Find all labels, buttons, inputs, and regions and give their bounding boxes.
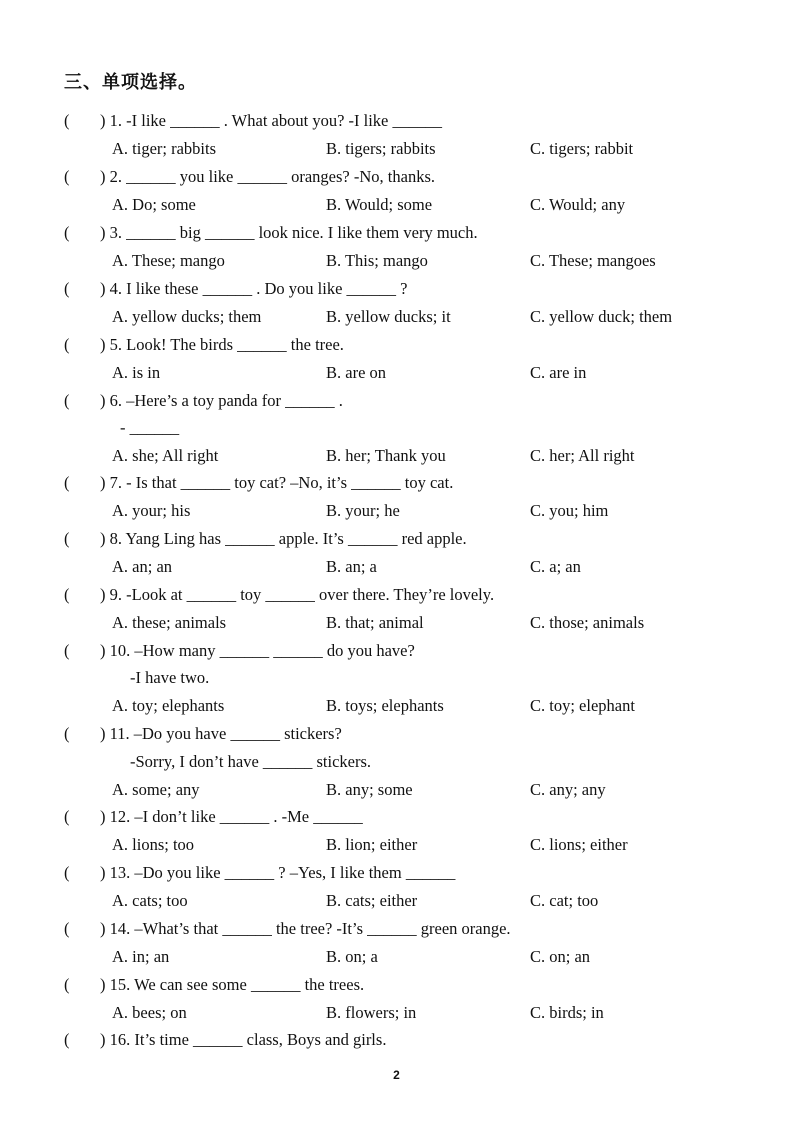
question-text: ) 2. ______ you like ______ oranges? -No, thanks.: [100, 167, 435, 186]
question-text: ) 5. Look! The birds ______ the tree.: [100, 335, 344, 354]
option-a[interactable]: A. yellow ducks; them: [112, 307, 262, 326]
option-c[interactable]: C. These; mangoes: [530, 251, 656, 270]
option-c[interactable]: C. any; any: [530, 780, 606, 799]
question-text: ) 3. ______ big ______ look nice. I like them very much.: [100, 223, 478, 242]
question-text: ) 14. –What’s that ______ the tree? -It’s ______ green orange.: [100, 919, 511, 938]
option-a[interactable]: A. these; animals: [112, 613, 227, 632]
option-b[interactable]: B. your; he: [326, 501, 400, 520]
answer-paren[interactable]: (: [64, 473, 70, 492]
answer-paren[interactable]: (: [64, 641, 70, 660]
question-1: [64, 111, 442, 131]
answer-paren[interactable]: (: [64, 223, 70, 242]
option-c[interactable]: C. you; him: [530, 501, 609, 520]
question-7: [64, 473, 453, 493]
answer-paren[interactable]: (: [64, 807, 70, 826]
option-a[interactable]: A. tiger; rabbits: [112, 139, 217, 158]
question-text: ) 11. –Do you have ______ stickers?: [100, 724, 342, 743]
option-b[interactable]: B. yellow ducks; it: [326, 307, 451, 326]
question-6: [64, 391, 343, 411]
question-8: [64, 529, 467, 549]
question-11: [64, 724, 342, 744]
question-text: ) 10. –How many ______ ______ do you have?: [100, 641, 415, 660]
question-text: ) 1. -I like ______ . What about you? -I like ______: [100, 111, 442, 130]
answer-paren[interactable]: (: [64, 1030, 70, 1049]
option-a[interactable]: A. an; an: [112, 557, 173, 576]
question-16: [64, 1030, 386, 1050]
question-14: [64, 919, 511, 939]
option-b[interactable]: B. tigers; rabbits: [326, 139, 436, 158]
answer-paren[interactable]: (: [64, 391, 70, 410]
question-subline: -Sorry, I don’t have ______ stickers.: [130, 752, 372, 771]
section-title: 三、单项选择。: [64, 72, 197, 93]
option-a[interactable]: A. cats; too: [112, 891, 188, 910]
option-b[interactable]: B. flowers; in: [326, 1003, 417, 1022]
option-b[interactable]: B. lion; either: [326, 835, 418, 854]
option-a[interactable]: A. Do; some: [112, 195, 196, 214]
option-c[interactable]: C. a; an: [530, 557, 581, 576]
option-a[interactable]: A. toy; elephants: [112, 696, 225, 715]
option-c[interactable]: C. cat; too: [530, 891, 599, 910]
question-text: ) 6. –Here’s a toy panda for ______ .: [100, 391, 343, 410]
question-subline: - ______: [120, 418, 180, 437]
answer-paren[interactable]: (: [64, 919, 70, 938]
option-c[interactable]: C. tigers; rabbit: [530, 139, 634, 158]
option-b[interactable]: B. an; a: [326, 557, 377, 576]
question-9: [64, 585, 494, 605]
question-text: ) 13. –Do you like ______ ? –Yes, I like them ______: [100, 863, 456, 882]
option-b[interactable]: B. on; a: [326, 947, 378, 966]
question-15: [64, 975, 364, 995]
option-b[interactable]: B. Would; some: [326, 195, 433, 214]
answer-paren[interactable]: (: [64, 863, 70, 882]
option-b[interactable]: B. are on: [326, 363, 387, 382]
page-number: 2: [393, 1068, 400, 1082]
option-a[interactable]: A. she; All right: [112, 446, 219, 465]
option-c[interactable]: C. those; animals: [530, 613, 645, 632]
option-b[interactable]: B. her; Thank you: [326, 446, 446, 465]
answer-paren[interactable]: (: [64, 279, 70, 298]
question-10: [64, 641, 415, 661]
option-c[interactable]: C. toy; elephant: [530, 696, 635, 715]
option-a[interactable]: A. These; mango: [112, 251, 225, 270]
option-a[interactable]: A. is in: [112, 363, 161, 382]
option-b[interactable]: B. that; animal: [326, 613, 424, 632]
option-b[interactable]: B. any; some: [326, 780, 413, 799]
answer-paren[interactable]: (: [64, 975, 70, 994]
option-b[interactable]: B. toys; elephants: [326, 696, 444, 715]
question-4: [64, 279, 408, 299]
option-b[interactable]: B. cats; either: [326, 891, 418, 910]
question-text: ) 8. Yang Ling has ______ apple. It’s ______ red apple.: [100, 529, 467, 548]
option-c[interactable]: C. her; All right: [530, 446, 635, 465]
option-a[interactable]: A. in; an: [112, 947, 170, 966]
question-13: [64, 863, 455, 883]
option-a[interactable]: A. lions; too: [112, 835, 195, 854]
question-12: [64, 807, 363, 827]
answer-paren[interactable]: (: [64, 167, 70, 186]
option-c[interactable]: C. birds; in: [530, 1003, 604, 1022]
answer-paren[interactable]: (: [64, 529, 70, 548]
question-text: ) 16. It’s time ______ class, Boys and girls.: [100, 1030, 387, 1049]
option-a[interactable]: A. some; any: [112, 780, 200, 799]
question-subline: -I have two.: [130, 668, 210, 687]
answer-paren[interactable]: (: [64, 585, 70, 604]
question-2: [64, 167, 435, 187]
answer-paren[interactable]: (: [64, 111, 70, 130]
option-c[interactable]: C. yellow duck; them: [530, 307, 673, 326]
question-text: ) 15. We can see some ______ the trees.: [100, 975, 365, 994]
option-a[interactable]: A. bees; on: [112, 1003, 187, 1022]
option-b[interactable]: B. This; mango: [326, 251, 428, 270]
option-c[interactable]: C. are in: [530, 363, 587, 382]
option-c[interactable]: C. Would; any: [530, 195, 626, 214]
question-text: ) 9. -Look at ______ toy ______ over there. They’re lovely.: [100, 585, 495, 604]
question-text: ) 7. - Is that ______ toy cat? –No, it’s ______ toy cat.: [100, 473, 454, 492]
question-3: [64, 223, 478, 243]
question-text: ) 4. I like these ______ . Do you like ______ ?: [100, 279, 408, 298]
option-c[interactable]: C. lions; either: [530, 835, 628, 854]
option-c[interactable]: C. on; an: [530, 947, 591, 966]
option-a[interactable]: A. your; his: [112, 501, 191, 520]
question-5: [64, 335, 344, 355]
answer-paren[interactable]: (: [64, 724, 70, 743]
question-text: ) 12. –I don’t like ______ . -Me ______: [100, 807, 363, 826]
answer-paren[interactable]: (: [64, 335, 70, 354]
